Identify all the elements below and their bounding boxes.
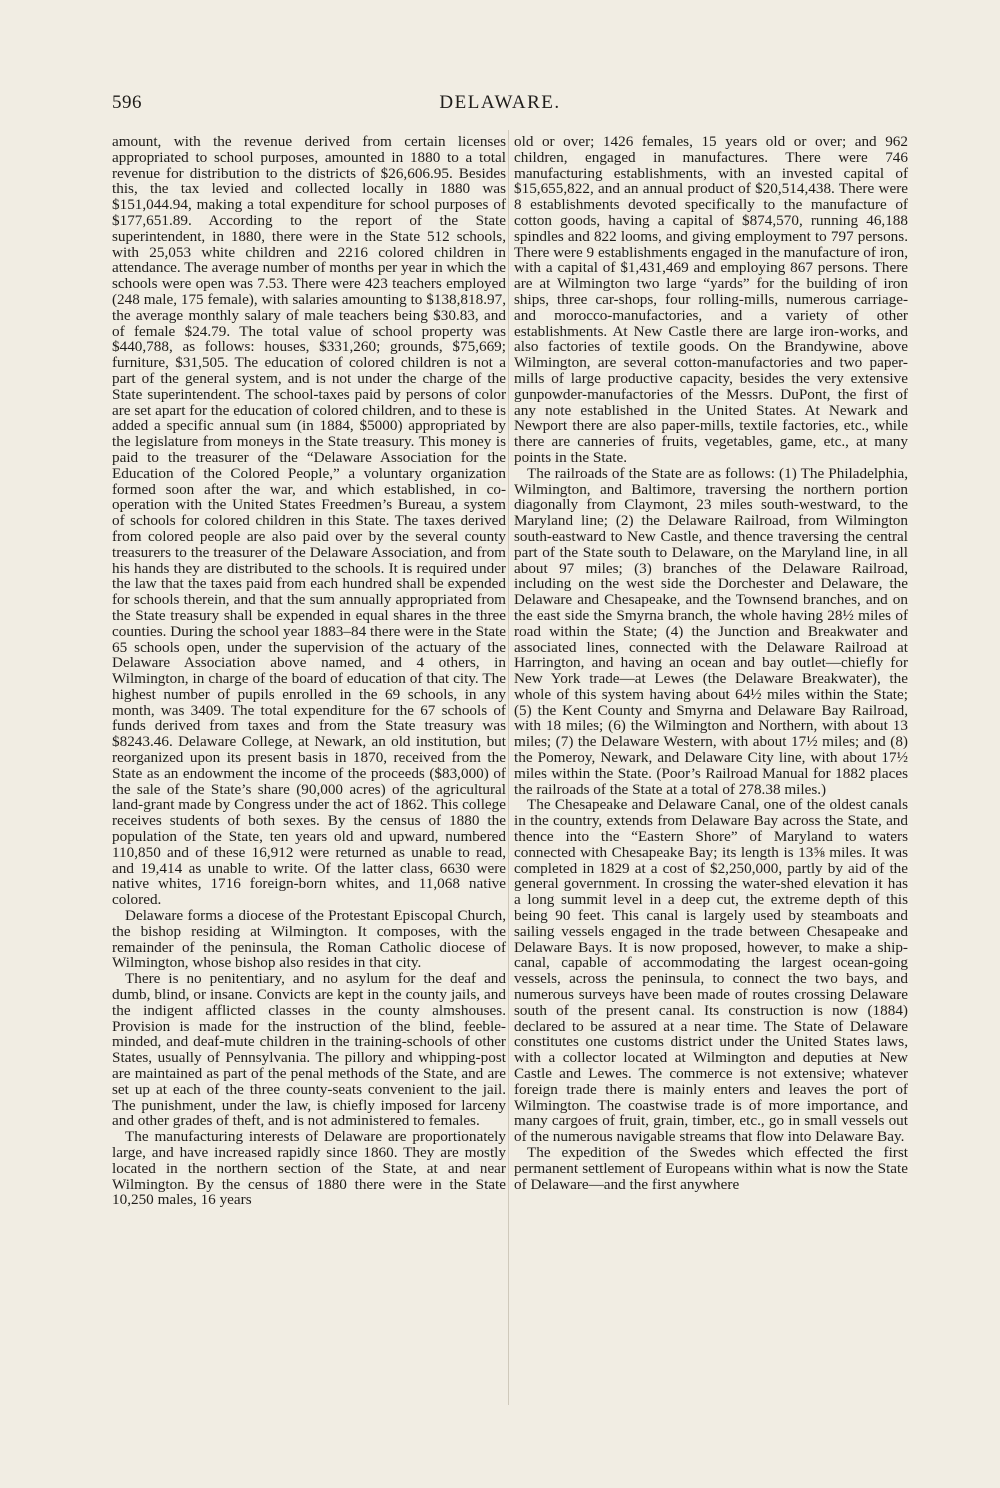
right-column <box>514 134 908 1192</box>
paragraph-schools: amount, with the revenue derived from certain licenses appropriated to school purposes, amounted in 1880 to a total revenue for distribution to the districts of $26,606.95. Besides this, the tax levied and collected locally in 1880 was $151,044.94, making a total expenditure for school purposes of $177,651.89. According to the report of the State superintendent, in 1880, there were in the State 512 schools, with 25,053 white children and 2216 colored children in attendance. The average number of months per year in which the schools were open was 7.53. There were 423 teachers employed (248 male, 175 female), with salaries amounting to $138,818.97, the average monthly salary of male teachers being $30.83, and of female $24.79. The total value of school property was $440,788, as follows: houses, $331,260; grounds, $75,669; furniture, $31,505. The education of colored children is not a part of the general system, and is not under the charge of the State superintendent. The school-taxes paid by persons of color are set apart for the education of colored children, and to these is added a specific annual sum (in 1884, $5000) appropriated by the legislature from moneys in the State treasury. This money is paid to the treasurer of the “Delaware Association for the Education of the Colored People,” a voluntary organization formed soon after the war, and which established, in co-operation with the United States Freedmen’s Bureau, a system of schools for colored children in this State. The taxes derived from colored people are also paid over by the several county treasurers to the treasurer of the Delaware Association, and from his hands they are distributed to the schools. It is required under the law that the taxes paid from each hundred shall be expended for schools therein, and that the sum annually appropriated from the State treasury shall be expended in equal shares in the three counties. During the school year 1883–84 there were in the State 65 schools open, under the supervision of the actuary of the Delaware Association above named, and 4 others, in Wilmington, in charge of the board of education of that city. The highest number of pupils enrolled in the 69 schools, in any month, was 3409. The total expenditure for the 67 schools of funds derived from taxes and from the State treasury was $8243.46. Delaware College, at Newark, an old institution, but reorganized upon its present basis in 1870, received from the State as an endowment the income of the proceeds ($83,000) of the sale of the State’s share (90,000 acres) of the agricultural land-grant made by Congress under the act of 1862. This college receives students of both sexes. By the census of 1880 the population of the State, ten years old and upward, numbered 110,850 and of these 16,912 were returned as unable to read, and 19,414 as unable to write. Of the latter class, 6630 were native whites, 1716 foreign-born whites, and 11,068 native colored. <box>112 133 507 909</box>
page-number: 596 <box>112 92 142 113</box>
paragraph-church: Delaware forms a diocese of the Protestant Episcopal Church, the bishop residing at Wilmington. It composes, with the remainder of the peninsula, the Roman Catholic diocese of Wilmington, whose bishop also resides in that city. <box>112 907 506 972</box>
column-divider <box>508 130 509 1405</box>
paragraph-manufactures-cont: old or over; 1426 females, 15 years old or over; and 962 children, engaged in manufactures. There were 746 manufacturing establishments, with an invested capital of $15,655,822, and an annual product of $20,514,438. There were 8 establishments devoted specifically to the manufacture of cotton goods, having a capital of $874,570, running 46,188 spindles and 822 looms, and giving employment to 797 persons. There were 9 establishments engaged in the manufacture of iron, with a capital of $1,431,469 and employing 867 persons. There are at Wilmington two large “yards” for the building of iron ships, three car-shops, four rolling-mills, numerous carriage- and morocco-manufactories, and a variety of other establishments. At New Castle there are large iron-works, and also factories of textile goods. On the Brandywine, above Wilmington, are several cotton-manufactories and two paper-mills of large productive capacity, besides the very extensive gunpowder-manufactories of the Messrs. DuPont, the first of any note established in the United States. At Newark and Newport there are also paper-mills, textile factories, etc., while there are canneries of fruits, vegetables, game, etc., at many points in the State. <box>514 133 908 466</box>
left-column <box>112 134 506 1208</box>
paragraph-manufactures: The manufacturing interests of Delaware are proportionately large, and have increased rapidly since 1860. They are mostly located in the northern section of the State, at and near Wilmington. By the census of 1880 there were in the State 10,250 males, 16 years <box>112 1128 506 1209</box>
paragraph-swedes: The expedition of the Swedes which effected the first permanent settlement of Europeans within what is now the State of Delaware—and the first anywhere <box>514 1144 908 1193</box>
paragraph-institutions: There is no penitentiary, and no asylum for the deaf and dumb, blind, or insane. Convicts are kept in the county jails, and the indigent afflicted classes in the county almshouses. Provision is made for the instruction of the blind, feeble-minded, and deaf-mute children in the training-schools of other States, usually of Pennsylvania. The pillory and whipping-post are maintained as part of the penal methods of the State, and are set up at each of the three county-seats convenient to the jail. The punishment, under the law, is chiefly imposed for larceny and other grades of theft, and is not administered to females. <box>112 970 506 1130</box>
paragraph-railroads: The railroads of the State are as follows: (1) The Philadelphia, Wilmington, and Baltimore, traversing the northern portion diagonally from Claymont, 23 miles south-westward, to the Maryland line; (2) the Delaware Railroad, from Wilmington south-eastward to New Castle, and thence traversing the central part of the State south to Delaware, on the Maryland line, in all about 97 miles; (3) branches of the Delaware Railroad, including on the west side the Dorchester and Delaware, the Delaware and Chesapeake, and the Townsend branches, and on the east side the Smyrna branch, the whole having 28½ miles of road within the State; (4) the Junction and Breakwater and associated lines, connected with the Delaware Railroad at Harrington, and having an ocean and bay outlet—chiefly for New York trade—at Lewes (the Delaware Breakwater), the whole of this system having about 64½ miles within the State; (5) the Kent County and Smyrna and Delaware Bay Railroad, with 18 miles; (6) the Wilmington and Northern, with about 13 miles; (7) the Delaware Western, with about 17½ miles; and (8) the Pomeroy, Newark, and Delaware City line, with about 17½ miles within the State. (Poor’s Railroad Manual for 1882 places the railroads of the State at a total of 278.38 miles.) <box>514 464 908 798</box>
running-head: DELAWARE. <box>439 92 561 113</box>
paragraph-canal: The Chesapeake and Delaware Canal, one of the oldest canals in the country, extends from Delaware Bay across the State, and thence into the “Eastern Shore” of Maryland to waters connected with Chesapeake Bay; its length is 13⅝ miles. It was completed in 1829 at a cost of $2,250,000, partly by aid of the general government. In crossing the water-shed elevation it has a long summit level in a deep cut, the extreme depth of this being 90 feet. This canal is largely used by steamboats and sailing vessels engaged in the trade between Chesapeake and Delaware Bays. It is now proposed, however, to make a ship-canal, capable of accommodating the largest ocean-going vessels, across the peninsula, to connect the two bays, and numerous surveys have been made of routes crossing Delaware south of the present canal. Its construction is now (1884) declared to be assured at a near time. The State of Delaware constitutes one customs district under the United States laws, with a collector located at Wilmington and deputies at New Castle and Lewes. The commerce is not extensive; whatever foreign trade there is mainly enters and leaves the port of Wilmington. The coastwise trade is of more importance, and many cargoes of fruit, grain, timber, etc., go in small vessels out of the numerous navigable streams that flow into Delaware Bay. <box>514 796 908 1146</box>
